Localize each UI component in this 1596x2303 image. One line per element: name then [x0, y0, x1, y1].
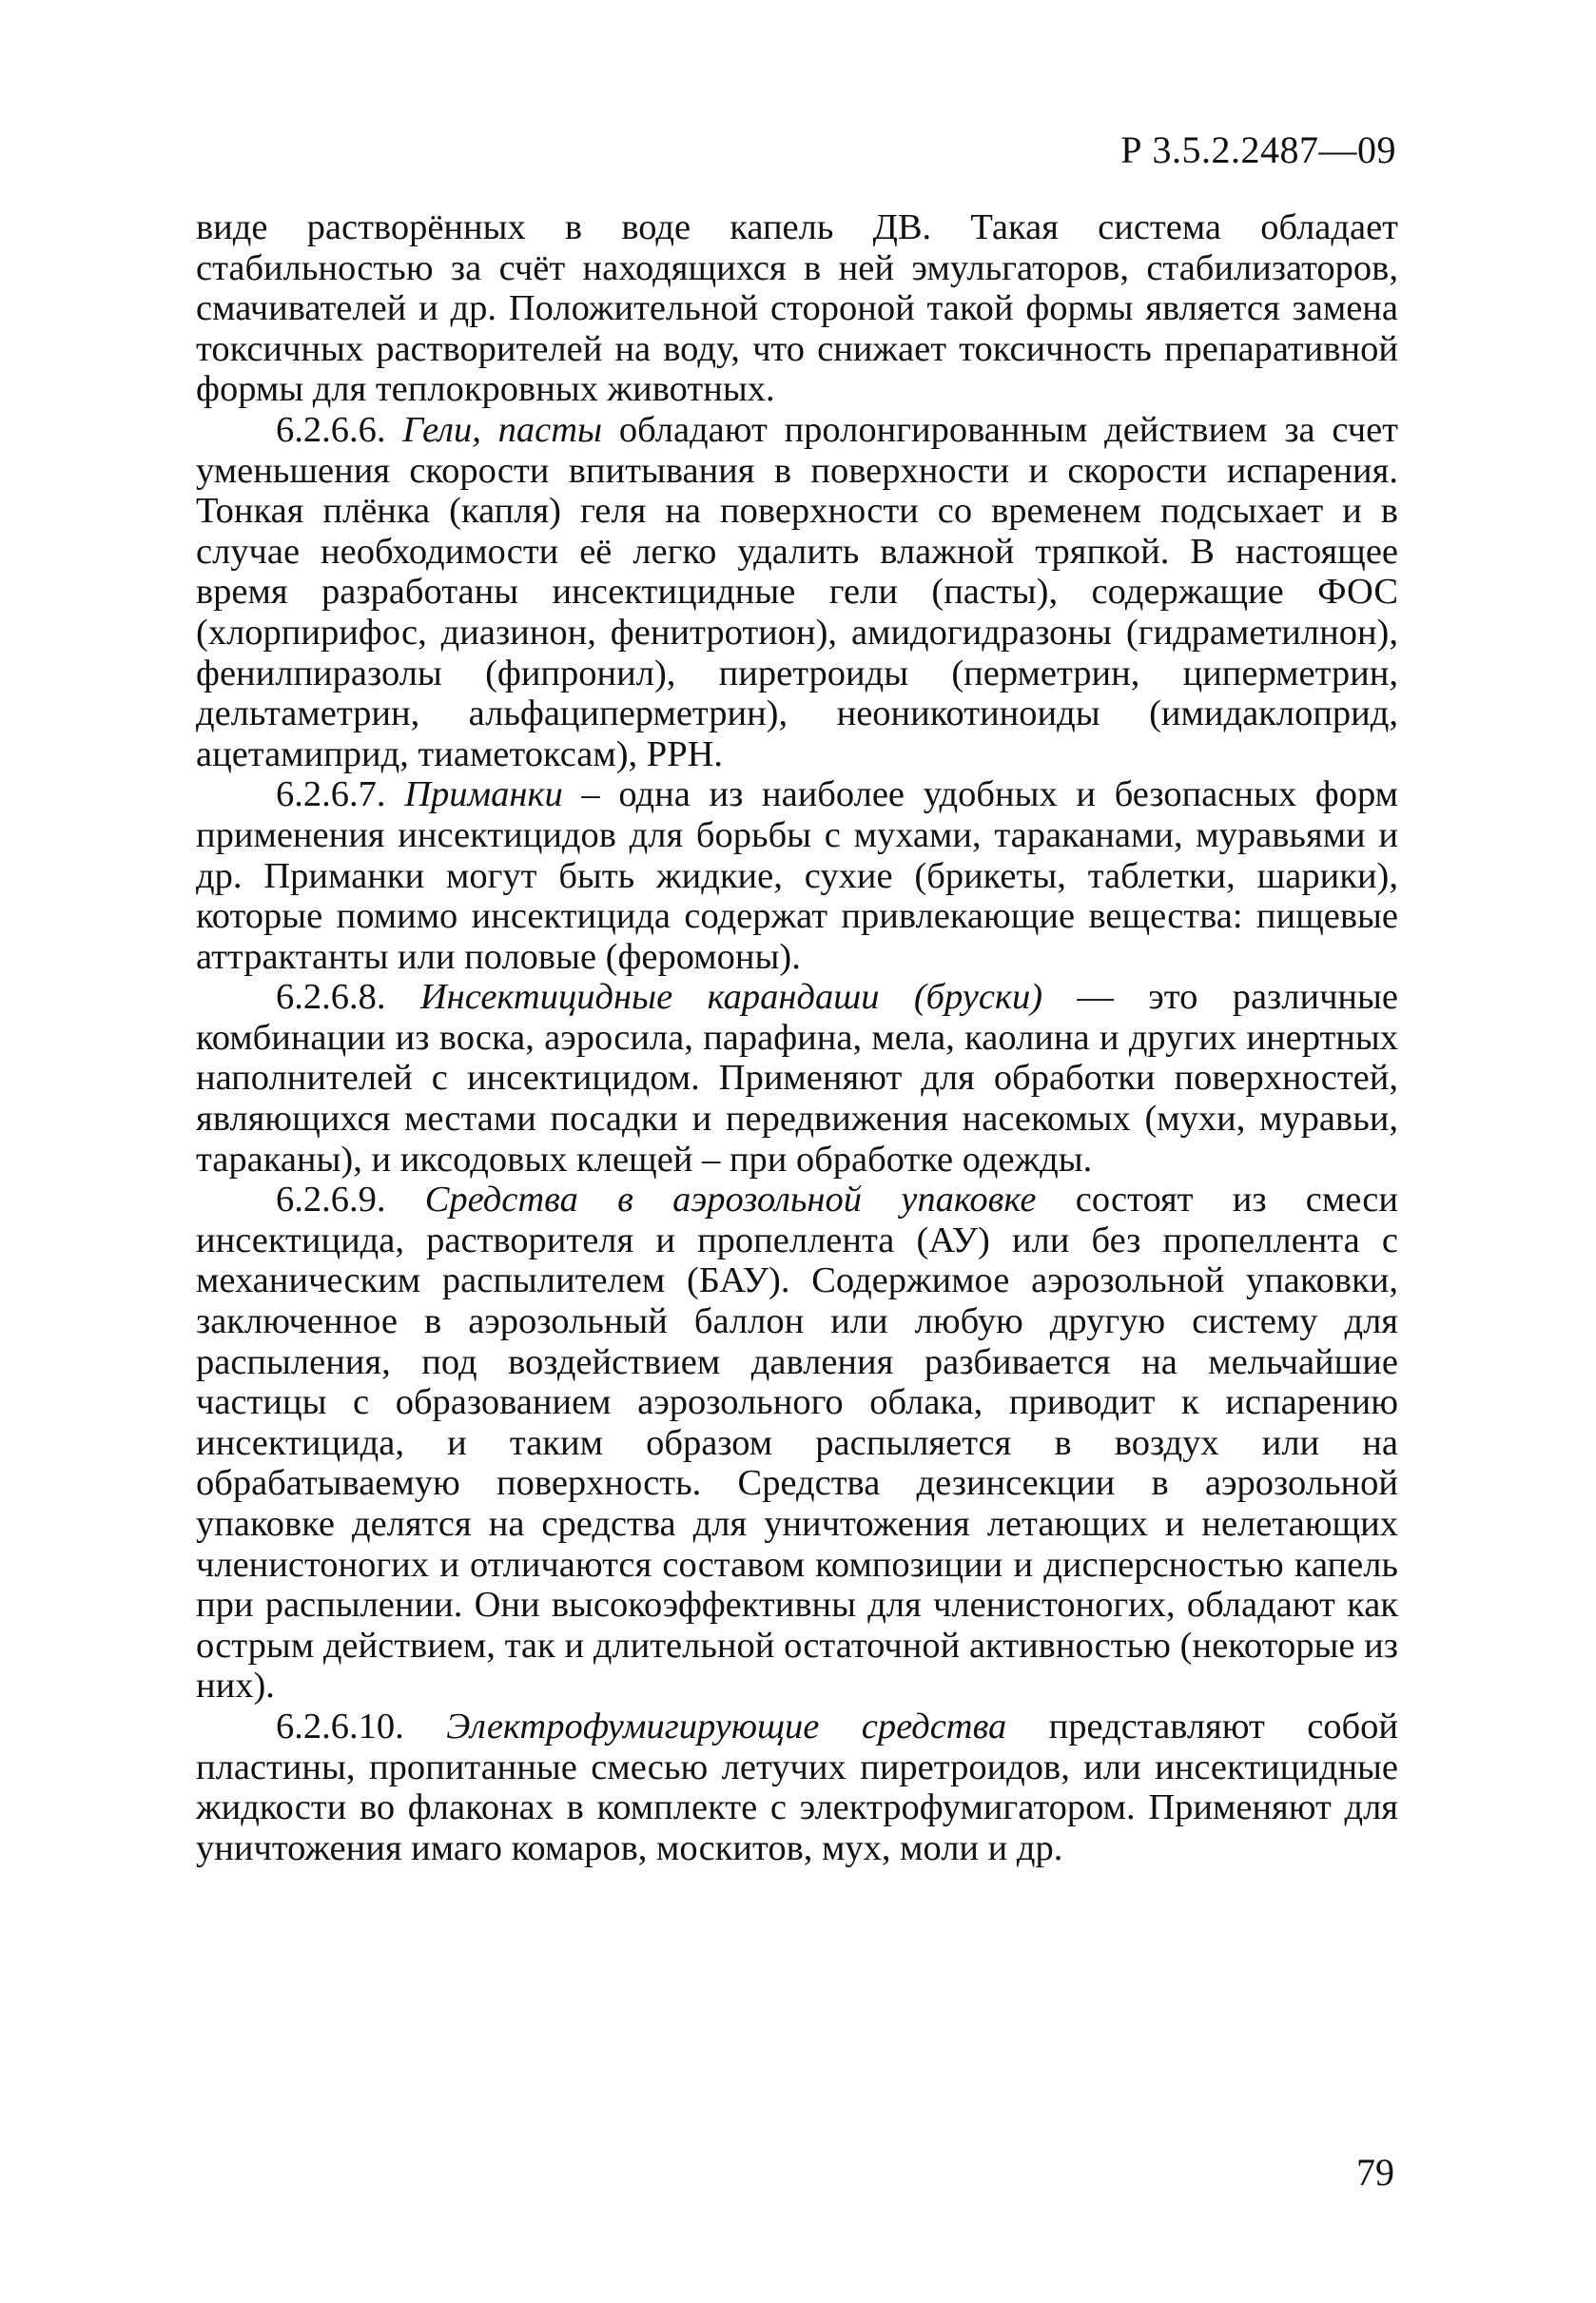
section-term: Гели, пасты — [402, 409, 603, 450]
paragraph-text: — это различные комбинации из воска, аэросила, парафина, мела, каолина и других инертных наполнителей с инсектицидом. Применяют для обработки поверхностей, являющихся местами посадки и передвижения насекомых (мухи, муравьи, тараканы), и иксодовых клещей – при обработке одежды. — [196, 977, 1398, 1180]
paragraph-6-2-6-7 — [196, 774, 1398, 977]
section-number: 6.2.6.8. — [276, 977, 420, 1018]
paragraph-6-2-6-10 — [196, 1707, 1398, 1868]
document-code: Р 3.5.2.2487—09 — [1120, 128, 1396, 171]
section-term: Приманки — [404, 774, 563, 815]
paragraph-text: – одна из наиболее удобных и безопасных форм применения инсектицидов для борьбы с мухами, тараканами, муравьями и др. Приманки могут быть жидкие, сухие (брикеты, таблетки, шарики), которые помимо инсектицида содержат привлекающие вещества: пищевые аттрактанты или половые (феромоны). — [196, 774, 1399, 977]
section-number: 6.2.6.10. — [276, 1706, 447, 1747]
section-number: 6.2.6.9. — [276, 1180, 425, 1220]
paragraph-6-2-6-6 — [196, 410, 1398, 774]
paragraph-text: представляют собой пластины, пропитанные смесью летучих пиретроидов, или инсектицидные жидкости во флаконах в комплекте с электрофумигатором. Применяют для уничтожения имаго комаров, москитов, мух, моли и др. — [196, 1706, 1398, 1868]
page-body — [196, 207, 1398, 1868]
page-number: 79 — [1356, 2151, 1394, 2194]
section-term: Средства в аэрозольной упаковке — [424, 1180, 1037, 1220]
paragraph-continuation — [196, 207, 1398, 410]
paragraph-text: состоят из смеси инсектицида, растворителя и пропеллента (АУ) или без пропеллента с механическим распылителем (БАУ). Содержимое аэрозольной упаковки, заключенное в аэрозольный баллон или любую другую систему для распыления, под воздействием давления разбивается на мельчайшие частицы с образованием аэрозольного облака, приводит к испарению инсектицида, и таким образом распыляется в воздух или на обрабатываемую поверхность. Средства дезинсекции в аэрозольной упаковке делятся на средства для уничтожения летающих и нелетающих членистоногих и отличаются составом композиции и дисперсностью капель при распылении. Они высокоэффективны для членистоногих, обладают как острым действием, так и длительной остаточной активностью (некоторые из них). — [196, 1180, 1398, 1707]
paragraph-text: виде растворённых в воде капель ДВ. Такая система обладает стабильностью за счёт находящихся в ней эмульгаторов, стабилизаторов, смачивателей и др. Положительной стороной такой формы является замена токсичных растворителей на воду, что снижает токсичность препаративной формы для теплокровных животных. — [196, 207, 1398, 410]
paragraph-6-2-6-9 — [196, 1180, 1398, 1707]
paragraph-6-2-6-8 — [196, 977, 1398, 1180]
section-number: 6.2.6.6. — [276, 409, 403, 450]
section-number: 6.2.6.7. — [276, 774, 405, 815]
section-term: Электрофумигирующие средства — [446, 1706, 1007, 1747]
paragraph-text: обладают пролонгированным действием за счет уменьшения скорости впитывания в поверхности и скорости испарения. Тонкая плёнка (капля) геля на поверхности со временем подсыхает и в случае необходимости её легко удалить влажной тряпкой. В настоящее время разработаны инсектицидные гели (пасты), содержащие ФОС (хлорпирифос, диазинон, фенитротион), амидогидразоны (гидраметилнон), фенилпиразолы (фипронил), пиретроиды (перметрин, циперметрин, дельтаметрин, альфациперметрин), неоникотиноиды (имидаклоприд, ацетамиприд, тиаметоксам), РРН. — [196, 409, 1398, 774]
section-term: Инсектицидные карандаши (бруски) — [419, 977, 1043, 1018]
